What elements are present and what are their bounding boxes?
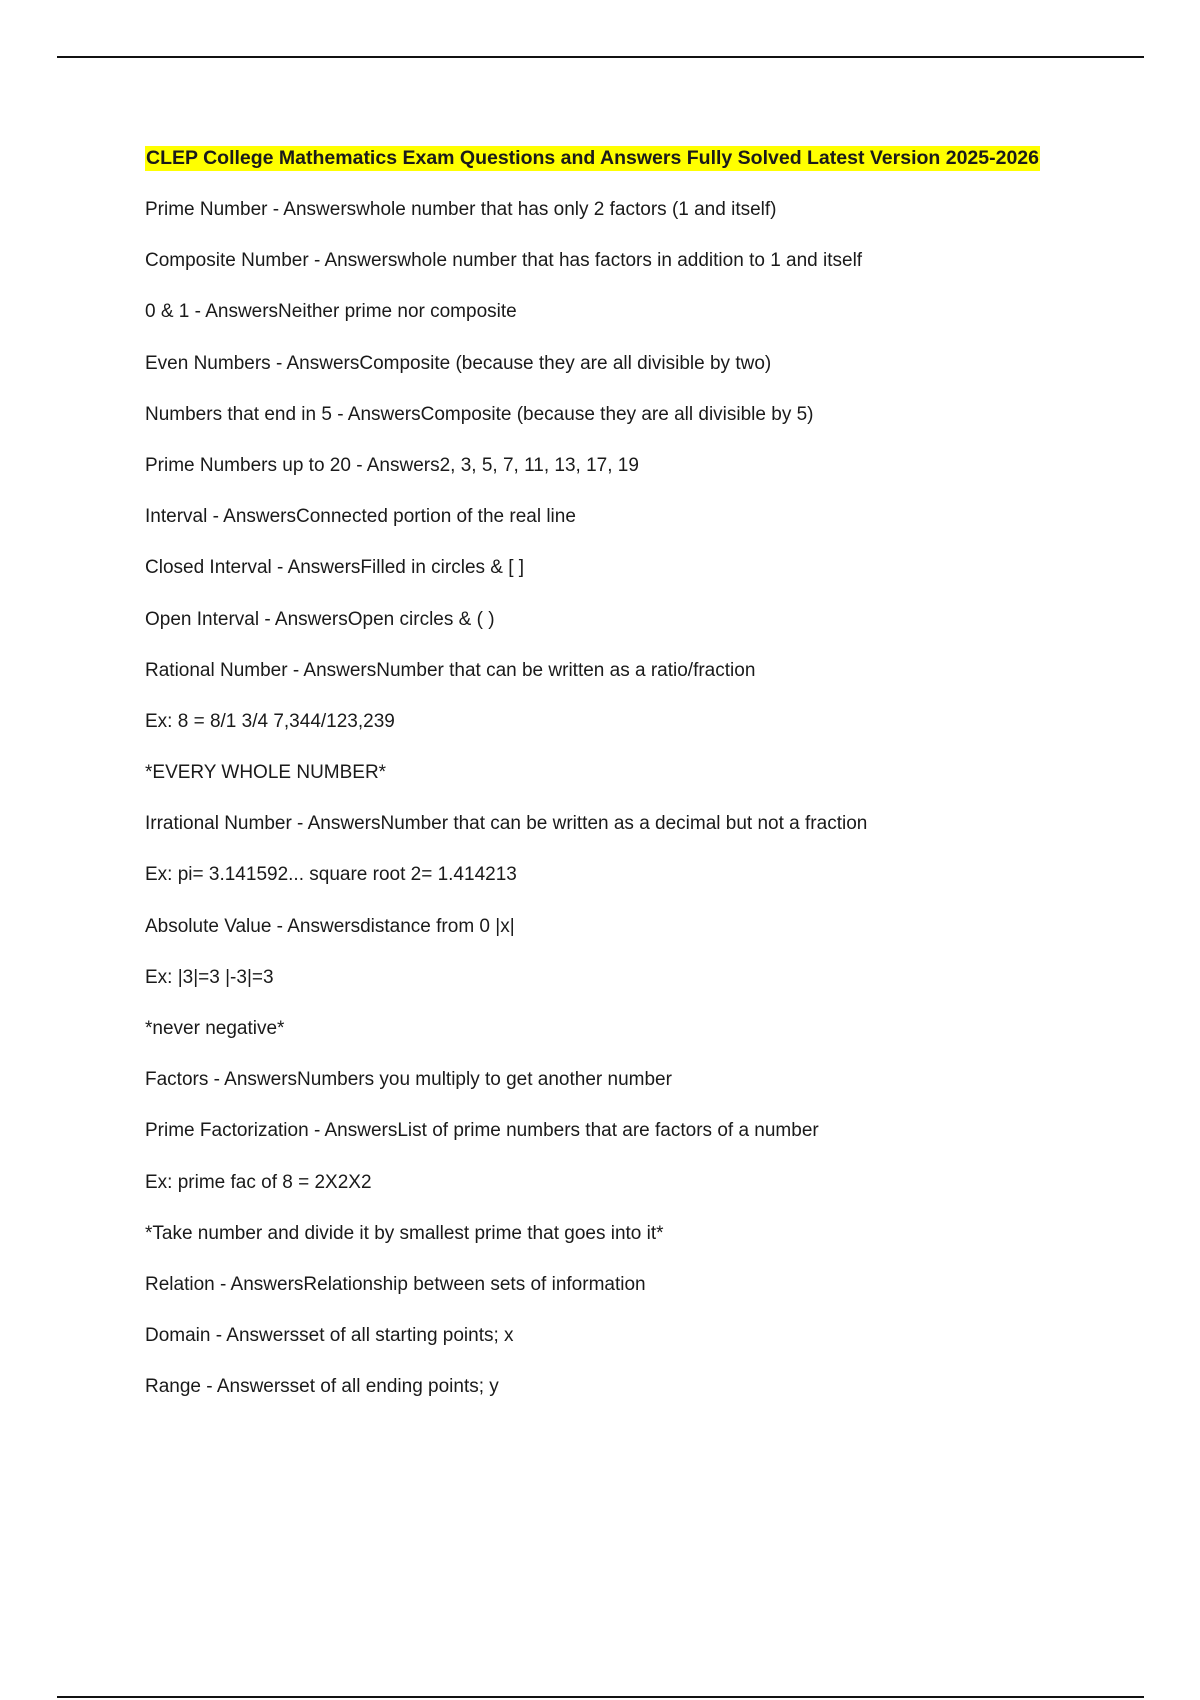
qa-list — [145, 197, 1105, 1426]
qa-line: Ex: pi= 3.141592... square root 2= 1.414213 — [145, 864, 517, 886]
qa-line: Ex: prime fac of 8 = 2X2X2 — [145, 1171, 372, 1193]
qa-line: Absolute Value - Answersdistance from 0 |x| — [145, 915, 515, 937]
document-title: CLEP College Mathematics Exam Questions and Answers Fully Solved Latest Version 2025-2026 — [146, 147, 1039, 169]
qa-line: Relation - AnswersRelationship between sets of information — [145, 1273, 646, 1295]
qa-line: Ex: 8 = 8/1 3/4 7,344/123,239 — [145, 710, 395, 732]
top-rule — [57, 56, 1144, 58]
qa-line: Rational Number - AnswersNumber that can be written as a ratio/fraction — [145, 659, 756, 681]
qa-line: Prime Numbers up to 20 - Answers2, 3, 5, 7, 11, 13, 17, 19 — [145, 454, 639, 476]
qa-line: Ex: |3|=3 |-3|=3 — [145, 966, 274, 988]
qa-line: Irrational Number - AnswersNumber that can be written as a decimal but not a fraction — [145, 813, 868, 835]
qa-line: Numbers that end in 5 - AnswersComposite (because they are all divisible by 5) — [145, 403, 814, 425]
qa-line: Even Numbers - AnswersComposite (because they are all divisible by two) — [145, 352, 772, 374]
qa-line: Composite Number - Answerswhole number that has factors in addition to 1 and itself — [145, 250, 863, 272]
document-body — [145, 146, 1105, 1426]
qa-line: Open Interval - AnswersOpen circles & ( ) — [145, 608, 495, 630]
qa-line: Interval - AnswersConnected portion of the real line — [145, 506, 576, 528]
qa-line: Domain - Answersset of all starting points; x — [145, 1325, 514, 1347]
qa-line: Range - Answersset of all ending points; y — [145, 1376, 499, 1398]
qa-line: Closed Interval - AnswersFilled in circles & [ ] — [145, 557, 525, 579]
qa-line: *never negative* — [145, 1018, 285, 1039]
qa-line: Prime Number - Answerswhole number that has only 2 factors (1 and itself) — [145, 199, 777, 220]
bottom-rule — [57, 1696, 1144, 1698]
qa-line: *Take number and divide it by smallest prime that goes into it* — [145, 1222, 664, 1244]
qa-line: Factors - AnswersNumbers you multiply to get another number — [145, 1069, 672, 1091]
qa-line: 0 & 1 - AnswersNeither prime nor composite — [145, 301, 517, 323]
qa-line: *EVERY WHOLE NUMBER* — [145, 762, 387, 784]
qa-line: Prime Factorization - AnswersList of prime numbers that are factors of a number — [145, 1120, 819, 1142]
